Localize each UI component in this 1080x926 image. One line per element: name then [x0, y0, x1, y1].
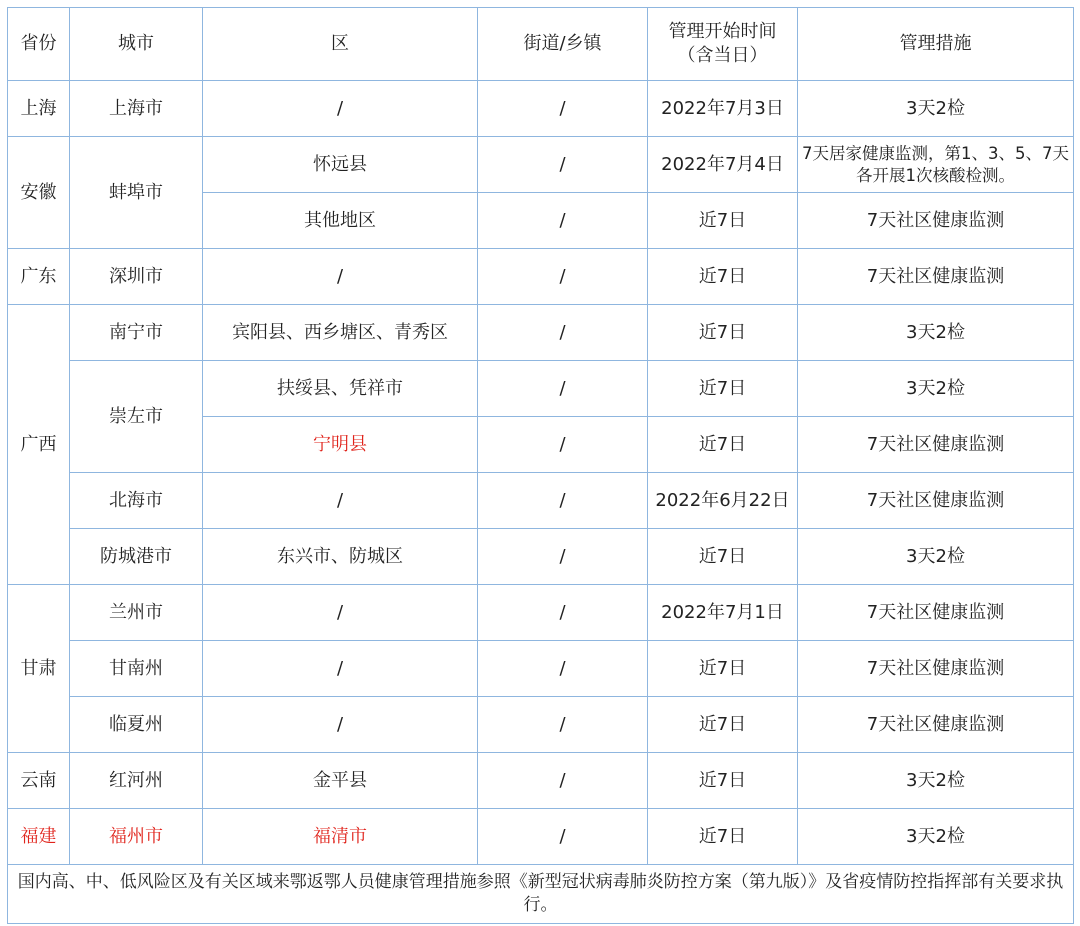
city-cell: 南宁市 — [70, 305, 203, 361]
measure-cell: 3天2检 — [798, 753, 1074, 809]
table-row — [8, 473, 1074, 529]
start-time-cell: 近7日 — [648, 529, 798, 585]
district-cell: / — [203, 249, 478, 305]
risk-area-table-container — [7, 7, 1073, 924]
district-cell: / — [203, 81, 478, 137]
province-cell: 广东 — [8, 249, 70, 305]
start-time-cell: 近7日 — [648, 305, 798, 361]
table-row — [8, 697, 1074, 753]
table-row — [8, 81, 1074, 137]
header-start-time: 管理开始时间（含当日） — [648, 8, 798, 81]
province-cell: 甘肃 — [8, 585, 70, 753]
start-time-cell: 近7日 — [648, 249, 798, 305]
table-row — [8, 249, 1074, 305]
header-measure: 管理措施 — [798, 8, 1074, 81]
measure-cell: 7天居家健康监测，第1、3、5、7天各开展1次核酸检测。 — [798, 137, 1074, 193]
city-cell: 兰州市 — [70, 585, 203, 641]
city-cell: 深圳市 — [70, 249, 203, 305]
risk-area-table — [7, 7, 1074, 924]
start-time-cell: 近7日 — [648, 753, 798, 809]
street-cell: / — [478, 753, 648, 809]
table-row — [8, 361, 1074, 417]
start-time-cell: 近7日 — [648, 697, 798, 753]
measure-cell: 7天社区健康监测 — [798, 585, 1074, 641]
province-cell: 上海 — [8, 81, 70, 137]
city-cell: 北海市 — [70, 473, 203, 529]
district-cell: 其他地区 — [203, 193, 478, 249]
header-province: 省份 — [8, 8, 70, 81]
province-cell: 广西 — [8, 305, 70, 585]
street-cell: / — [478, 585, 648, 641]
city-cell: 临夏州 — [70, 697, 203, 753]
street-cell: / — [478, 697, 648, 753]
start-time-cell: 2022年7月4日 — [648, 137, 798, 193]
measure-cell: 3天2检 — [798, 305, 1074, 361]
city-cell: 蚌埠市 — [70, 137, 203, 249]
table-row — [8, 305, 1074, 361]
district-cell: 金平县 — [203, 753, 478, 809]
province-cell: 安徽 — [8, 137, 70, 249]
start-time-cell: 2022年7月3日 — [648, 81, 798, 137]
street-cell: / — [478, 417, 648, 473]
district-cell: / — [203, 585, 478, 641]
header-street: 街道/乡镇 — [478, 8, 648, 81]
header-row — [8, 8, 1074, 81]
district-cell-highlighted: 福清市 — [203, 809, 478, 865]
measure-cell: 7天社区健康监测 — [798, 417, 1074, 473]
start-time-cell: 近7日 — [648, 361, 798, 417]
table-row — [8, 753, 1074, 809]
street-cell: / — [478, 305, 648, 361]
start-time-cell: 2022年6月22日 — [648, 473, 798, 529]
measure-cell: 3天2检 — [798, 529, 1074, 585]
street-cell: / — [478, 193, 648, 249]
province-cell: 云南 — [8, 753, 70, 809]
street-cell: / — [478, 249, 648, 305]
street-cell: / — [478, 473, 648, 529]
measure-cell: 7天社区健康监测 — [798, 697, 1074, 753]
start-time-cell: 近7日 — [648, 193, 798, 249]
measure-cell: 7天社区健康监测 — [798, 249, 1074, 305]
district-cell: 宾阳县、西乡塘区、青秀区 — [203, 305, 478, 361]
city-cell-highlighted: 福州市 — [70, 809, 203, 865]
city-cell: 崇左市 — [70, 361, 203, 473]
measure-cell: 3天2检 — [798, 361, 1074, 417]
start-time-cell: 近7日 — [648, 641, 798, 697]
province-cell-highlighted: 福建 — [8, 809, 70, 865]
header-city: 城市 — [70, 8, 203, 81]
district-cell: 怀远县 — [203, 137, 478, 193]
footer-note: 国内高、中、低风险区及有关区域来鄂返鄂人员健康管理措施参照《新型冠状病毒肺炎防控方案（第九版）》及省疫情防控指挥部有关要求执行。 — [8, 865, 1074, 924]
city-cell: 防城港市 — [70, 529, 203, 585]
measure-cell: 3天2检 — [798, 81, 1074, 137]
header-district: 区 — [203, 8, 478, 81]
start-time-cell: 近7日 — [648, 417, 798, 473]
street-cell: / — [478, 809, 648, 865]
street-cell: / — [478, 529, 648, 585]
start-time-cell: 2022年7月1日 — [648, 585, 798, 641]
measure-cell: 7天社区健康监测 — [798, 473, 1074, 529]
measure-cell: 7天社区健康监测 — [798, 641, 1074, 697]
table-row — [8, 529, 1074, 585]
street-cell: / — [478, 361, 648, 417]
district-cell: / — [203, 473, 478, 529]
district-cell: / — [203, 641, 478, 697]
city-cell: 红河州 — [70, 753, 203, 809]
city-cell: 甘南州 — [70, 641, 203, 697]
measure-cell: 7天社区健康监测 — [798, 193, 1074, 249]
table-row — [8, 585, 1074, 641]
district-cell: 东兴市、防城区 — [203, 529, 478, 585]
street-cell: / — [478, 81, 648, 137]
street-cell: / — [478, 641, 648, 697]
start-time-cell: 近7日 — [648, 809, 798, 865]
street-cell: / — [478, 137, 648, 193]
measure-cell: 3天2检 — [798, 809, 1074, 865]
table-row — [8, 641, 1074, 697]
district-cell: / — [203, 697, 478, 753]
district-cell: 扶绥县、凭祥市 — [203, 361, 478, 417]
table-row — [8, 809, 1074, 865]
table-row — [8, 137, 1074, 193]
city-cell: 上海市 — [70, 81, 203, 137]
footer-row — [8, 865, 1074, 924]
district-cell-highlighted: 宁明县 — [203, 417, 478, 473]
